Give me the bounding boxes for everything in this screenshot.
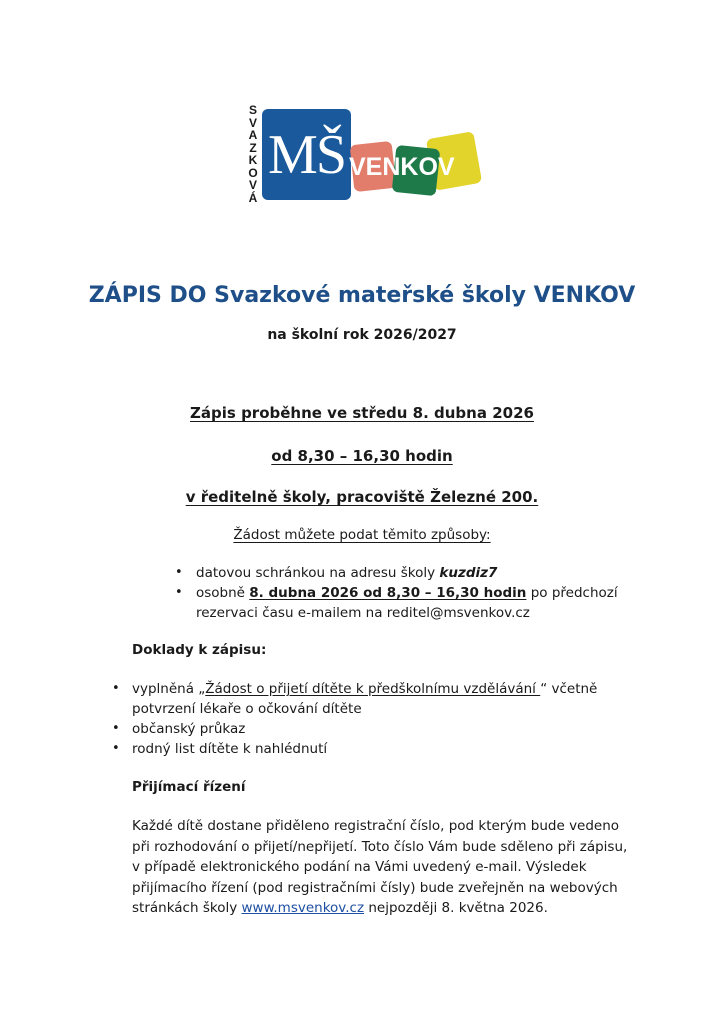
- data-box-id: kuzdiz7: [439, 565, 498, 581]
- admission-heading: Přijímací řízení: [132, 779, 246, 795]
- bullet-icon: •: [175, 565, 183, 580]
- event-location: [0, 488, 724, 506]
- page-title: ZÁPIS DO Svazkové mateřské školy VENKOV: [88, 283, 636, 308]
- paragraph-text: nejpozději 8. května 2026.: [364, 900, 548, 916]
- paragraph-line: [132, 898, 652, 919]
- school-logo: [246, 100, 486, 205]
- logo-brand-text: VENKOV: [349, 153, 455, 181]
- event-time: [0, 447, 724, 465]
- submission-heading-text: Žádost můžete podat těmito způsoby:: [233, 527, 491, 543]
- logo-letter: Á: [248, 190, 258, 205]
- bullet-icon: •: [112, 681, 120, 696]
- logo-letter: K: [248, 153, 258, 167]
- item-text: osobně: [196, 585, 250, 601]
- item-text: “ včetně: [540, 681, 598, 697]
- submission-heading: [0, 527, 724, 543]
- application-form-name: Žádost o přijetí dítěte k předškolnímu vzdělávání: [205, 681, 541, 697]
- bullet-icon: •: [112, 721, 120, 736]
- document-item-application: [132, 679, 597, 719]
- page-subtitle: na školní rok 2026/2027: [267, 327, 457, 343]
- submission-item-osobne: [196, 583, 618, 623]
- document-item-id-card: občanský průkaz: [132, 721, 246, 737]
- paragraph-line: v případě elektronického podání na Vámi uvedený e-mail. Výsledek: [132, 859, 587, 875]
- paragraph-text: stránkách školy: [132, 900, 242, 916]
- paragraph-line: přijímacího řízení (pod registračními čísly) bude zveřejněn na webových: [132, 879, 618, 896]
- item-text: vyplněná „: [132, 681, 206, 697]
- logo-letter: V: [248, 115, 257, 130]
- in-person-date: 8. dubna 2026 od 8,30 – 16,30 hodin: [249, 585, 527, 601]
- submission-item-datova-schranka: [196, 563, 497, 583]
- school-website-link[interactable]: www.msvenkov.cz: [241, 900, 365, 916]
- logo-vertical-text: [246, 104, 260, 204]
- paragraph-line: Každé dítě dostane přiděleno registrační číslo, pod kterým bude vedeno: [132, 818, 620, 834]
- documents-heading: Doklady k zápisu:: [132, 642, 267, 658]
- paragraph-line: při rozhodování o přijetí/nepřijetí. Toto číslo Vám bude sděleno při zápisu,: [132, 838, 628, 855]
- logo-letter: V: [248, 178, 257, 192]
- event-date: [0, 404, 724, 422]
- item-text: po předchozí: [526, 585, 618, 601]
- logo-letter: S: [248, 103, 257, 117]
- admission-paragraph: [132, 816, 652, 919]
- logo-letter: A: [248, 128, 258, 142]
- logo-ms-block: MŠ: [262, 109, 351, 200]
- item-text: potvrzení lékaře o očkování dítěte: [132, 701, 362, 717]
- logo-letter: O: [248, 165, 258, 180]
- bullet-icon: •: [175, 585, 183, 600]
- event-time-text: od 8,30 – 16,30 hodin: [271, 447, 453, 465]
- logo-letter: Z: [249, 140, 257, 155]
- item-text: rezervaci času e-mailem na reditel@msvenkov.cz: [196, 605, 530, 621]
- document-item-birth-certificate: rodný list dítěte k nahlédnutí: [132, 741, 328, 757]
- event-date-text: Zápis proběhne ve středu 8. dubna 2026: [190, 404, 534, 422]
- event-location-text: v ředitelně školy, pracoviště Železné 200.: [185, 488, 539, 506]
- item-text: datovou schránkou na adresu školy: [196, 565, 440, 581]
- bullet-icon: •: [112, 741, 120, 756]
